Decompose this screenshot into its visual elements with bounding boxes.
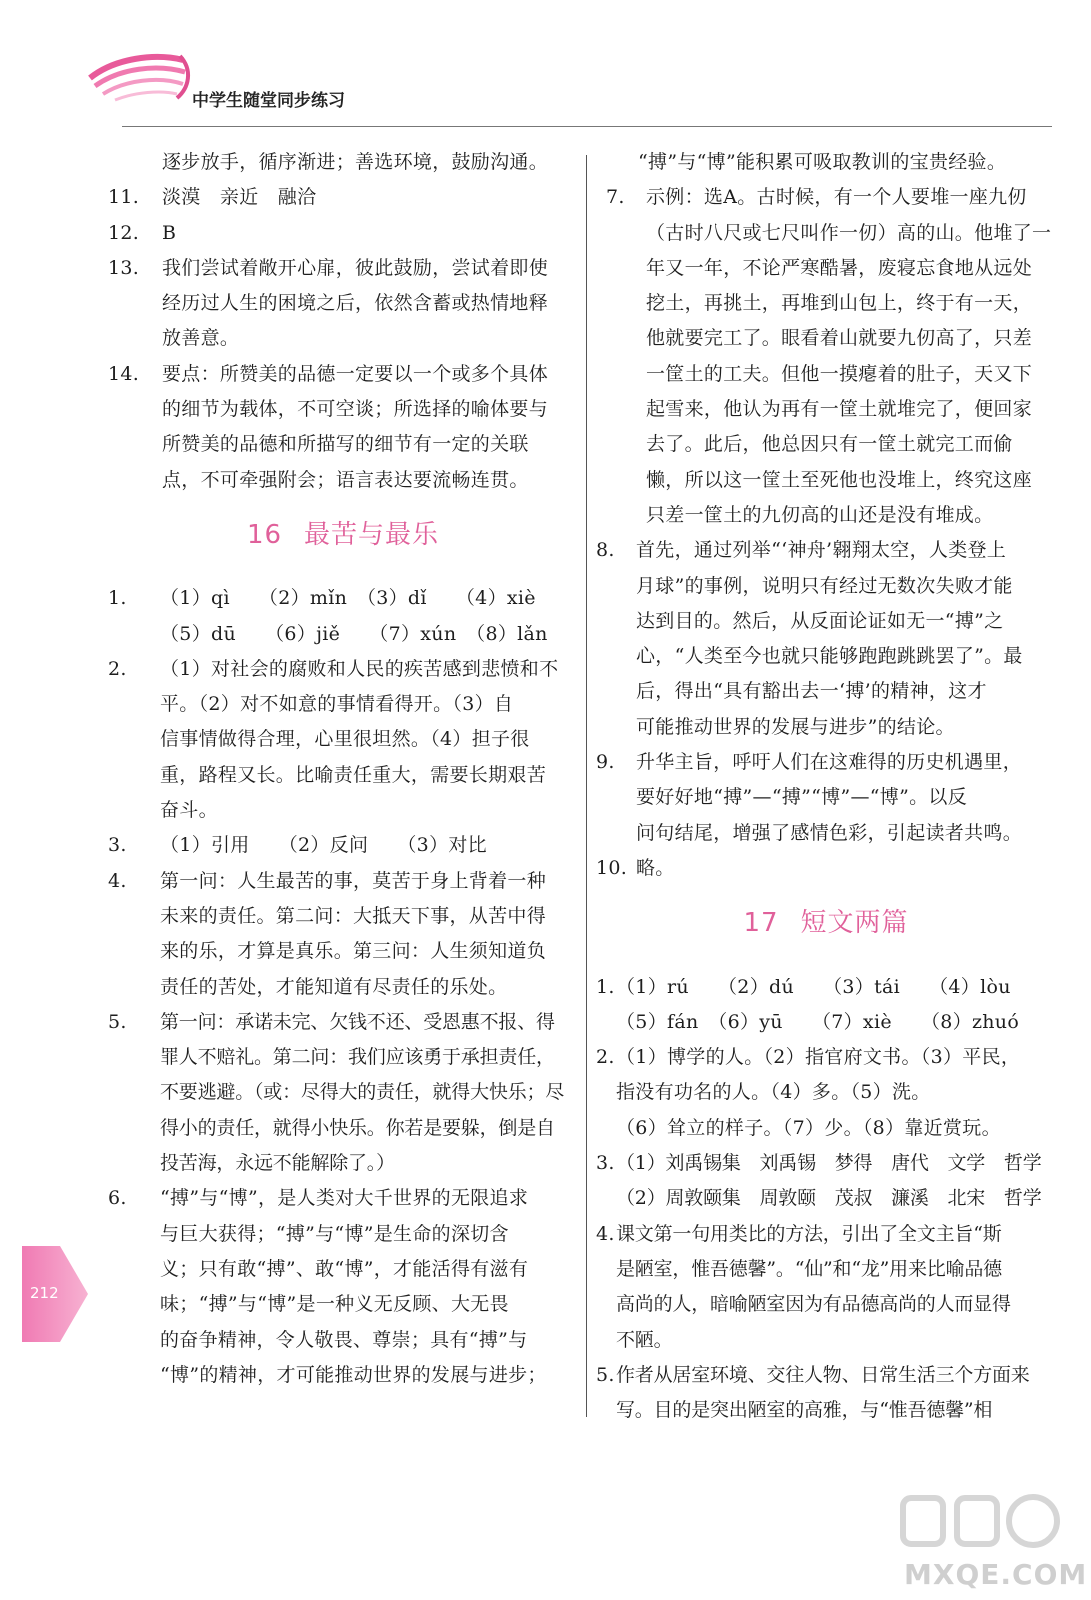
item-number: 4.: [596, 1222, 615, 1245]
list-item: [596, 851, 1056, 886]
right-column: [596, 145, 1056, 1428]
item-number: 5.: [108, 1010, 127, 1033]
item-text: B: [162, 221, 177, 244]
item-number: 9.: [596, 751, 615, 774]
watermark-text: MXQE.COM: [904, 1558, 1088, 1591]
item-number: 3.: [108, 834, 127, 857]
item-text: 升华主旨，呼吁人们在这难得的历史机遇里， 要好好地“搏”—“搏”“博”—“博”。以反 问句结尾，增强了感情色彩，引起读者共鸣。: [636, 751, 1023, 844]
item-text: 第一问：承诺未完、欠钱不还、受恩惠不报、得 罪人不赔礼。第二问：我们应该勇于承担责任， 不要逃避。（或：尽得大的责任，就得大快乐；尽 得小的责任，就得小快乐。你若是要躲，倒是自 投苦海，永远不能解除了。）: [160, 1010, 565, 1175]
item-number: 10.: [596, 856, 628, 879]
item-number: 2.: [108, 657, 127, 680]
item-text: （1）博学的人。（2）指官府文书。（3）平民， 指没有功名的人。（4）多。（5）洗。 （6）耸立的样子。（7）少。（8）靠近赏玩。: [616, 1046, 1021, 1139]
item-number: 6.: [108, 1187, 127, 1210]
item-number: 3.: [596, 1152, 615, 1175]
continuation-text: “搏”与“博”能积累可吸取教训的宝贵经验。: [638, 151, 1007, 173]
item-number: 7.: [606, 186, 625, 209]
item-text: “搏”与“博”，是人类对大千世界的无限追求 与巨大获得；“搏”与“博”是生命的深切含 义；只有敢“搏”、敢“博”，才能活得有滋有 味；“搏”与“博”是一种义无反顾、大无畏 的奋争精神，令人敬畏、尊崇；具有“搏”与 “博”的精神，才可能推动世界的发展与进步；: [160, 1187, 547, 1386]
item-text: 作者从居室环境、交往人物、日常生活三个方面来 写。目的是突出陋室的高雅，与“惟吾德馨”相: [616, 1363, 1030, 1422]
item-number: 5.: [596, 1363, 615, 1386]
item-text: （1）qì （2）mǐn （3）dǐ （4）xiè （5）dū （6）jiě （7）xún （8）lǎn: [160, 587, 548, 645]
item-number: 14.: [108, 362, 140, 385]
list-item: [108, 864, 578, 1005]
item-text: 淡漠 亲近 融洽: [162, 186, 317, 209]
page-number: 212: [30, 1284, 59, 1302]
item-number: 1.: [596, 975, 615, 998]
item-text: 我们尝试着敞开心扉，彼此鼓励，尝试着即使 经历过人生的困境之后，依然含蓄或热情地释 放善意。: [162, 256, 549, 350]
list-item: [596, 1217, 1056, 1358]
list-item: [596, 180, 1056, 533]
section-number: 17: [743, 908, 779, 939]
item-text: （1）引用 （2）反问 （3）对比: [160, 834, 487, 857]
list-item: [108, 652, 578, 828]
item-number: 8.: [596, 539, 615, 562]
item-text: （1）对社会的腐败和人民的疾苦感到悲愤和不 平。（2）对不如意的事情看得开。（3）自 信事情做得合理，心里很坦然。（4）担子很 重，路程又长。比喻责任重大，需要长期艰苦 奋斗。: [160, 657, 559, 822]
section-title: [596, 906, 1056, 941]
left-column: [108, 145, 578, 1393]
item-text: 要点：所赞美的品德一定要以一个或多个具体 的细节为载体，不可空谈；所选择的喻体要与 所赞美的品德和所描写的细节有一定的关联 点，不可牵强附会；语言表达要流畅连贯。: [162, 362, 549, 491]
list-item: [596, 533, 1056, 745]
header-title: 中学生随堂同步练习: [192, 91, 345, 111]
item-text: （1）rú （2）dú （3）tái （4）lòu （5）fán （6）yū （7）xiè （8）zhuó: [616, 975, 1020, 1033]
item-number: 1.: [108, 587, 127, 610]
list-item: [596, 970, 1056, 1041]
continuation-text: 逐步放手，循序渐进；善选环境，鼓励沟通。: [162, 151, 549, 173]
list-item: [596, 1146, 1056, 1217]
item-number: 4.: [108, 869, 127, 892]
item-text: 课文第一句用类比的方法，引出了全文主旨“斯 是陋室，惟吾德馨”。“仙”和“龙”用来比喻品德 高尚的人，暗喻陋室因为有品德高尚的人而显得 不陋。: [616, 1222, 1011, 1351]
section-name: 短文两篇: [800, 908, 909, 939]
list-item: [108, 1005, 578, 1181]
item-text: 首先，通过列举“‘神舟’翱翔太空，人类登上 月球”的事例，说明只有经过无数次失败才能 达到目的。然后，从反面论证如无一“搏”之 心，“人类至今也就只能够跑跑跳跳罢了”。最 后，得出“具有豁出去一‘搏’的精神，这才 可能推动世界的发展与进步”的结论。: [636, 539, 1023, 738]
list-item: [108, 216, 578, 251]
section-number: 16: [246, 519, 283, 550]
column-divider: [586, 155, 587, 1417]
section-name: 最苦与最乐: [304, 519, 440, 550]
list-item: [108, 581, 578, 652]
item-number: 12.: [108, 221, 140, 244]
item-number: 11.: [108, 186, 140, 209]
brand-logo: [85, 48, 195, 106]
header-rule: [122, 126, 1052, 127]
item-text: （1）刘禹锡集 刘禹锡 梦得 唐代 文学 哲学 （2）周敦颐集 周敦颐 茂叔 濂溪 北宋 哲学: [616, 1152, 1042, 1210]
list-item: [108, 180, 578, 215]
list-item: [108, 1181, 578, 1393]
item-text: 示例：选A。古时候，有一个人要堆一座九仞 （古时八尺或七尺叫作一仞）高的山。他堆了一 年又一年，不论严寒酷暑，废寝忘食地从远处 挖土，再挑土，再堆到山包上，终于有一天， 他就要完工了。眼看着山就要九仞高了，只差 一筐土的工夫。但他一摸瘪着的肚子，天又下 起雪来，他认为再有一筐土就堆完了，便回家 去了。此后，他总因只有一筐土就完工而偷 懒，所以这一筐土至死他也没堆上，终究这座 只差一筐土的九仞高的山还是没有堆成。: [646, 186, 1052, 526]
item-number: 2.: [596, 1046, 615, 1069]
list-item: [108, 357, 578, 498]
section-title: [108, 518, 578, 553]
item-text: 略。: [636, 856, 675, 879]
list-item: [596, 1040, 1056, 1146]
list-item: [108, 251, 578, 357]
list-item: [596, 1358, 1056, 1429]
item-number: 13.: [108, 256, 140, 279]
list-item: [108, 828, 578, 863]
item-text: 第一问：人生最苦的事，莫苦于身上背着一种 未来的责任。第二问：大抵天下事，从苦中得 来的乐，才算是真乐。第三问：人生须知道负 责任的苦处，才能知道有尽责任的乐处。: [160, 869, 547, 998]
list-item: [596, 745, 1056, 851]
